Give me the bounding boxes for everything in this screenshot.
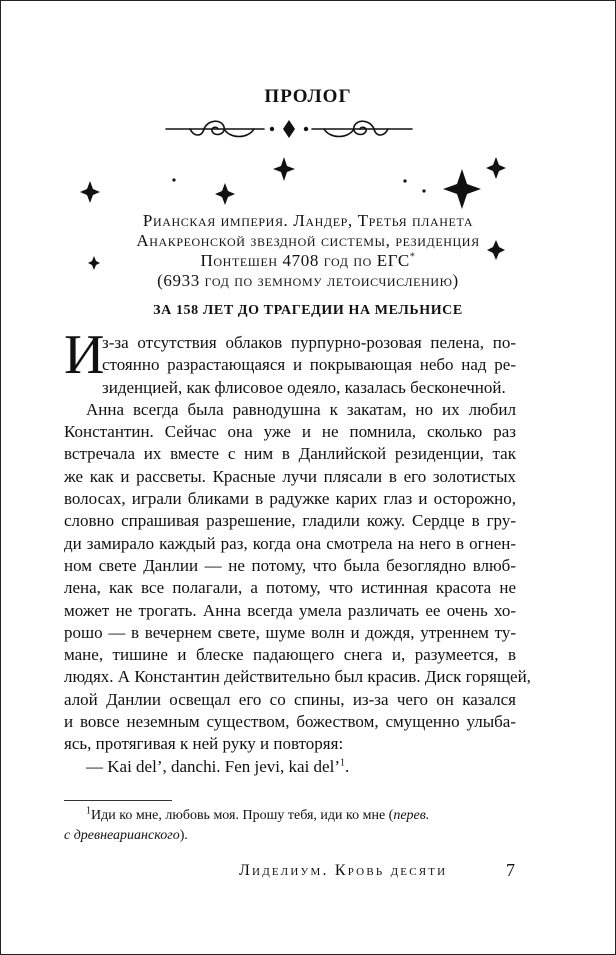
text-line: лена, как все полагали, а потому, что истинная красота не: [64, 578, 516, 598]
location-line: Понтешен 4708 год по ЕГС*: [200, 251, 416, 270]
footnote-number: 1: [86, 805, 91, 817]
text-line: ди замирало каждый раз, когда она смотрела на него в огнен-: [64, 533, 516, 553]
text-line: и вовсе неземным существом, божеством, смущенно улыба-: [64, 712, 516, 732]
text-line: зиденцией, как флисовое одеяло, казалась бесконечной.: [102, 377, 506, 397]
footnote-asterisk: *: [409, 251, 416, 263]
location-block: [100, 211, 516, 291]
location-line: Рианская империя. Ландер, Третья планета: [142, 211, 474, 230]
drop-cap: И: [64, 324, 105, 386]
running-title: Лиделиум. Кровь десяти: [239, 862, 448, 879]
text-line: встречала их вместе с ним в Данлийской резиденции, так: [64, 444, 516, 464]
text-line: волосах, играли бликами в радужке карих глаз и осторожно,: [64, 489, 516, 509]
text-line: словно спрашивая разрешение, гладили кожу. Сердце в гру-: [64, 511, 516, 531]
text-line: рошо — в вечернем свете, шуме волн и дождя, утреннем ту-: [64, 622, 516, 642]
body-text: [64, 324, 531, 778]
footnote-rule: [64, 800, 172, 801]
location-line: (6933 год по земному летоисчислению): [157, 271, 459, 290]
text-line: ном свете Данлии — не потому, что была безоглядно влюб-: [64, 555, 516, 575]
text-line: же как и рассветы. Красные лучи плясали в его золотистых: [64, 466, 516, 486]
footnote-ref: 1: [339, 756, 345, 768]
page-number: 7: [506, 860, 515, 880]
section-subheading: ЗА 158 ЛЕТ ДО ТРАГЕДИИ НА МЕЛЬНИСЕ: [153, 303, 463, 318]
footnote-text: $^1$Иди ко мне, любовь моя. Прошу тебя, иди ко мне (перев. с древнеарианского).: [64, 805, 430, 843]
text-line: мане, тишине и блеске падающего снега и, разумеется, в: [64, 645, 516, 665]
chapter-title: ПРОЛОГ: [264, 86, 352, 107]
text-line: — Kai del’, danchi. Fen jevi, kai del’$^1$.: [86, 756, 350, 776]
scroll-flourish-icon: [164, 117, 414, 141]
text-line: людях. А Константин действительно был красив. Диск горящей,: [64, 667, 531, 687]
text-line: з-за отсутствия облаков пурпурно-розовая пелена, по-: [102, 333, 516, 352]
location-line: Анакреонской звездной системы, резиденция: [136, 231, 480, 250]
text-line: ясь, протягивая к ней руку и повторяя:: [64, 734, 344, 754]
text-line: может не трогать. Анна всегда умела различать ее очень хо-: [64, 600, 516, 620]
text-line: алой Данлии освещал его со спины, из-за чего он казался: [64, 689, 516, 709]
footnote-italic-cont: с древнеарианского: [64, 828, 180, 843]
footnote-italic: перев.: [393, 808, 430, 823]
text-line: стоянно разрастающаяся и покрывающая небо над ре-: [102, 355, 516, 375]
footnote: [64, 806, 516, 846]
text-line: Анна всегда была равнодушна к закатам, но их любил: [86, 399, 516, 419]
text-line: Константин. Сейчас она уже и не помнила, сколько раз: [64, 422, 516, 442]
